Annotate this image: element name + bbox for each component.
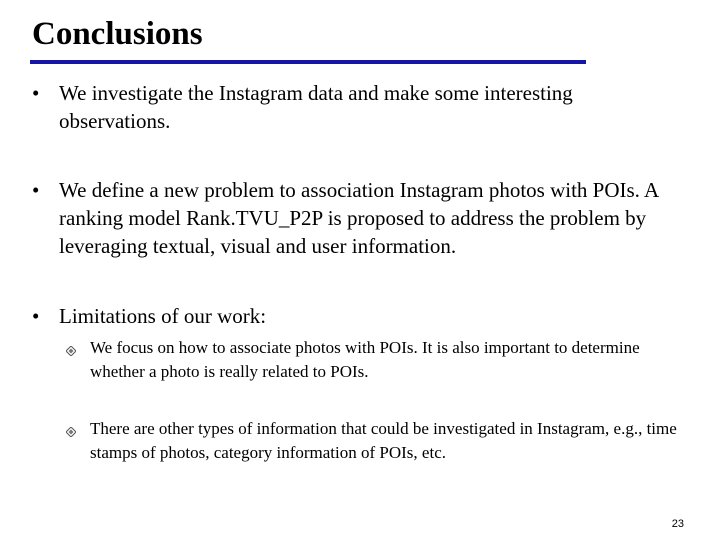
sub-bullet-text: We focus on how to associate photos with POIs. It is also important to determine whether a photo is really related to POIs. — [90, 338, 640, 381]
bullet-text: We investigate the Instagram data and make some interesting observations. — [59, 81, 573, 133]
title-underline — [30, 60, 586, 64]
sub-bullet-text: There are other types of information that could be investigated in Instagram, e.g., time stamps of photos, category information of POIs, etc. — [90, 419, 677, 462]
slide-title: Conclusions — [32, 16, 203, 52]
bullet-text: We define a new problem to association Instagram photos with POIs. A ranking model Rank.TVU_P2P is proposed to address the problem by leveraging textual, visual and user information. — [59, 178, 659, 258]
bullet-dot-icon: • — [32, 178, 40, 202]
diamond-bullet-icon — [66, 346, 76, 356]
sub-bullet-item — [66, 417, 696, 465]
page-number: 23 — [671, 518, 684, 530]
bullet-item — [32, 176, 682, 260]
sub-bullet-item — [66, 336, 696, 384]
bullet-dot-icon: • — [32, 81, 40, 105]
bullet-item — [32, 79, 682, 135]
bullet-dot-icon: • — [32, 304, 40, 328]
bullet-text: Limitations of our work: — [59, 304, 267, 328]
bullet-item — [32, 302, 682, 330]
diamond-bullet-icon — [66, 427, 76, 437]
